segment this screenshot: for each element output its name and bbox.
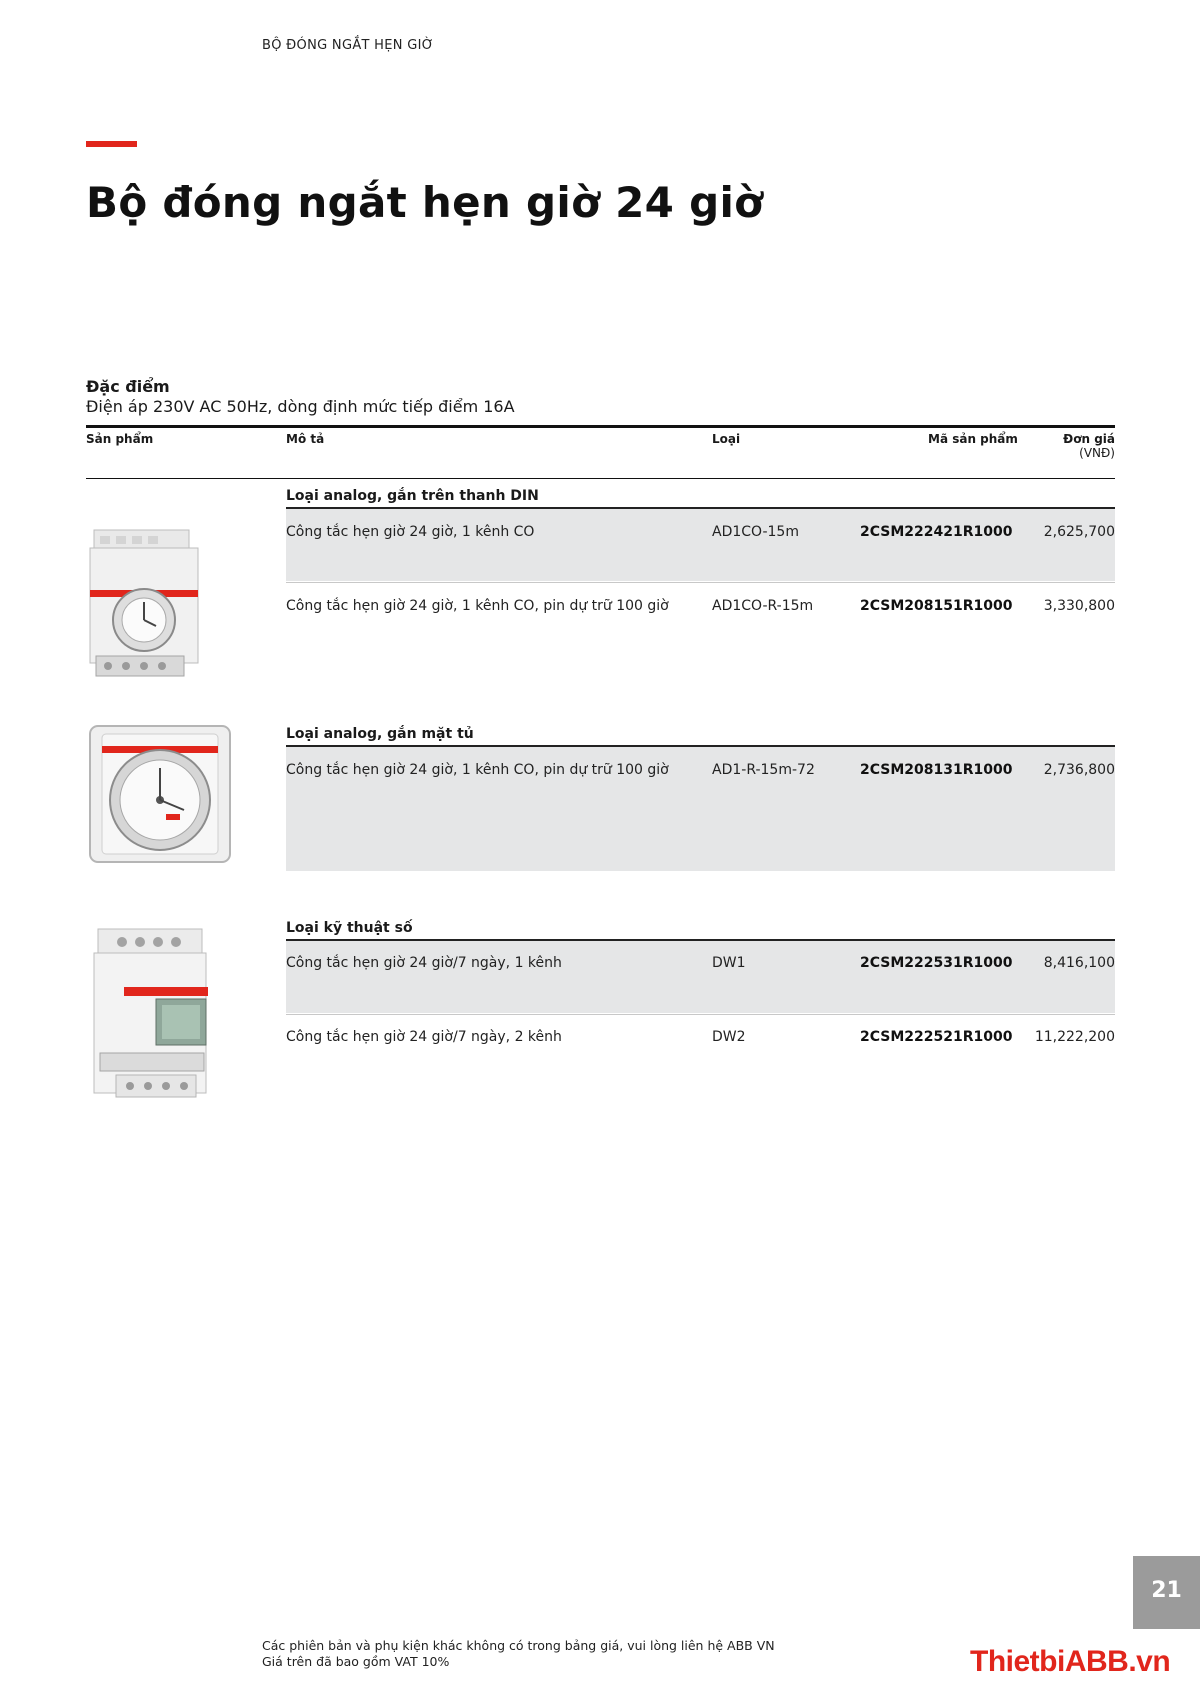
table-row-shade <box>286 509 1115 581</box>
row-divider <box>286 1014 1115 1015</box>
header-type: Loại <box>712 432 741 446</box>
section-title: Loại analog, gắn mặt tủ <box>286 726 474 742</box>
running-header: BỘ ĐÓNG NGẮT HẸN GIỜ <box>262 38 434 53</box>
section-title: Loại analog, gắn trên thanh DIN <box>286 488 539 504</box>
row-description: Công tắc hẹn giờ 24 giờ, 1 kênh CO, pin dự trữ 100 giờ <box>286 598 669 614</box>
footer-note-line2: Giá trên đã bao gồm VAT 10% <box>262 1654 450 1669</box>
header-price-unit: (VNĐ) <box>1079 446 1115 460</box>
panel-mount-analog-timer-image <box>86 722 234 867</box>
table-row-shade <box>286 941 1115 1013</box>
header-code: Mã sản phẩm <box>928 432 1018 446</box>
row-description: Công tắc hẹn giờ 24 giờ/7 ngày, 2 kênh <box>286 1029 562 1045</box>
row-code: 2CSM222421R1000 <box>860 524 1013 540</box>
row-code: 2CSM222521R1000 <box>860 1029 1013 1045</box>
row-code: 2CSM222531R1000 <box>860 955 1013 971</box>
row-type: DW1 <box>712 955 746 971</box>
header-price-label: Đơn giá <box>1063 432 1115 446</box>
title-accent-bar <box>86 141 137 147</box>
header-price <box>965 432 1115 460</box>
brand-abb: ABB <box>1064 1645 1129 1678</box>
features-heading: Đặc điểm <box>86 377 170 396</box>
table-top-rule <box>86 425 1115 428</box>
row-code: 2CSM208151R1000 <box>860 598 1013 614</box>
row-description: Công tắc hẹn giờ 24 giờ/7 ngày, 1 kênh <box>286 955 562 971</box>
row-code: 2CSM208131R1000 <box>860 762 1013 778</box>
din-rail-analog-timer-image <box>86 528 206 683</box>
features-text: Điện áp 230V AC 50Hz, dòng định mức tiếp điểm 16A <box>86 397 515 416</box>
brand-logo <box>970 1645 1170 1679</box>
digital-timer-image <box>86 925 226 1120</box>
brand-prefix: Thietbi <box>970 1645 1065 1678</box>
row-description: Công tắc hẹn giờ 24 giờ, 1 kênh CO <box>286 524 535 540</box>
page-number: 21 <box>1151 1578 1182 1603</box>
brand-suffix: .vn <box>1128 1645 1171 1678</box>
row-type: AD1CO-15m <box>712 524 799 540</box>
row-type: AD1-R-15m-72 <box>712 762 815 778</box>
row-price: 2,736,800 <box>1043 762 1115 778</box>
row-divider <box>286 582 1115 583</box>
table-header-bottom-rule <box>86 478 1115 479</box>
row-type: AD1CO-R-15m <box>712 598 814 614</box>
row-price: 2,625,700 <box>1043 524 1115 540</box>
row-type: DW2 <box>712 1029 746 1045</box>
row-description: Công tắc hẹn giờ 24 giờ, 1 kênh CO, pin dự trữ 100 giờ <box>286 762 669 778</box>
header-product: Sản phẩm <box>86 432 154 446</box>
page-title: Bộ đóng ngắt hẹn giờ 24 giờ <box>86 178 764 227</box>
section-title: Loại kỹ thuật số <box>286 920 413 936</box>
footer-note-line1: Các phiên bản và phụ kiện khác không có trong bảng giá, vui lòng liên hệ ABB VN <box>262 1638 775 1653</box>
row-price: 11,222,200 <box>1034 1029 1115 1045</box>
header-description: Mô tả <box>286 432 325 446</box>
row-price: 3,330,800 <box>1043 598 1115 614</box>
row-price: 8,416,100 <box>1043 955 1115 971</box>
